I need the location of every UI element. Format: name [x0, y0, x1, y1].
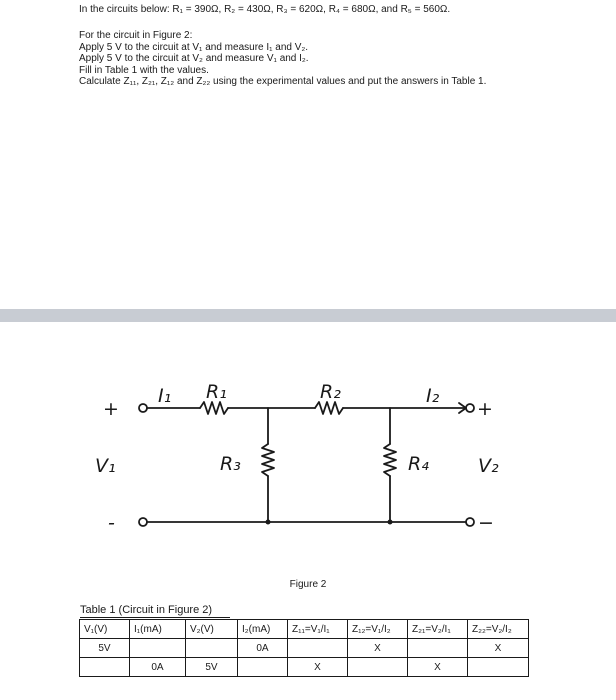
- table-header: V₁(V): [80, 620, 130, 639]
- section-divider: [0, 309, 616, 322]
- table-caption-underline: [80, 617, 230, 618]
- label-r1: R₁: [206, 381, 227, 403]
- table-cell: [348, 658, 408, 677]
- table-header: Z₁₂=V₁/I₂: [348, 620, 408, 639]
- label-r4: R₄: [408, 453, 429, 475]
- figure-caption: Figure 2: [289, 579, 327, 590]
- junction-dot: [388, 520, 393, 525]
- terminal-v2-negative: [466, 518, 474, 526]
- instruction-line: Calculate Z₁₁, Z₂₁, Z₁₂ and Z₂₂ using the experimental values and put the answers in Table 1.: [79, 76, 487, 88]
- table-cell: X: [468, 639, 529, 658]
- label-minus-left: -: [108, 512, 115, 534]
- instruction-line: Fill in Table 1 with the values.: [79, 64, 209, 76]
- resistor-r2: [315, 402, 343, 414]
- table-cell: [130, 639, 186, 658]
- table-header: Z₂₁=V₂/I₁: [408, 620, 468, 639]
- resistor-r4: [384, 444, 396, 476]
- table-cell: [186, 639, 238, 658]
- table-cell: [468, 658, 529, 677]
- circuit-diagram: [0, 322, 616, 582]
- resistor-r3: [262, 444, 274, 476]
- table-cell: [80, 658, 130, 677]
- label-plus-right: +: [477, 398, 493, 420]
- label-v2: V₂: [478, 455, 499, 477]
- resistor-r1: [200, 402, 228, 414]
- table-header: Z₁₁=V₁/I₁: [288, 620, 348, 639]
- label-plus-left: +: [103, 398, 119, 420]
- table-cell: X: [408, 658, 468, 677]
- table-header: I₁(mA): [130, 620, 186, 639]
- problem-intro: [79, 4, 450, 16]
- table-header: V₂(V): [186, 620, 238, 639]
- terminal-v1-positive: [139, 404, 147, 412]
- label-v1: V₁: [95, 455, 116, 477]
- intro-text: In the circuits below: R₁ = 390Ω, R₂ = 430Ω, R₃ = 620Ω, R₄ = 680Ω, and R₅ = 560Ω.: [79, 4, 451, 15]
- label-r3: R₃: [220, 453, 241, 475]
- table-header: I₂(mA): [238, 620, 288, 639]
- junction-dot: [266, 520, 271, 525]
- instruction-line: Apply 5 V to the circuit at V₁ and measure I₁ and V₂.: [79, 41, 309, 53]
- table-cell: X: [348, 639, 408, 658]
- label-i2: I₂: [426, 385, 440, 407]
- table-cell: 5V: [80, 639, 130, 658]
- label-r2: R₂: [320, 381, 341, 403]
- table-cell: 0A: [238, 639, 288, 658]
- table-cell: 5V: [186, 658, 238, 677]
- results-table: [79, 619, 529, 677]
- terminal-v1-negative: [139, 518, 147, 526]
- table-header-row: [80, 620, 529, 639]
- table-cell: [238, 658, 288, 677]
- table-row: [80, 658, 529, 677]
- table-header: Z₂₂=V₂/I₂: [468, 620, 529, 639]
- table-cell: [288, 639, 348, 658]
- table-cell: [408, 639, 468, 658]
- instructions-list: [79, 30, 486, 88]
- instruction-line: For the circuit in Figure 2:: [79, 30, 193, 41]
- table-caption: Table 1 (Circuit in Figure 2): [80, 604, 213, 616]
- label-i1: I₁: [158, 385, 172, 407]
- label-minus-right: −: [478, 512, 494, 534]
- table-cell: 0A: [130, 658, 186, 677]
- terminal-v2-positive: [466, 404, 474, 412]
- instruction-line: Apply 5 V to the circuit at V₂ and measure V₁ and I₂.: [79, 53, 309, 65]
- table-cell: X: [288, 658, 348, 677]
- table-row: [80, 639, 529, 658]
